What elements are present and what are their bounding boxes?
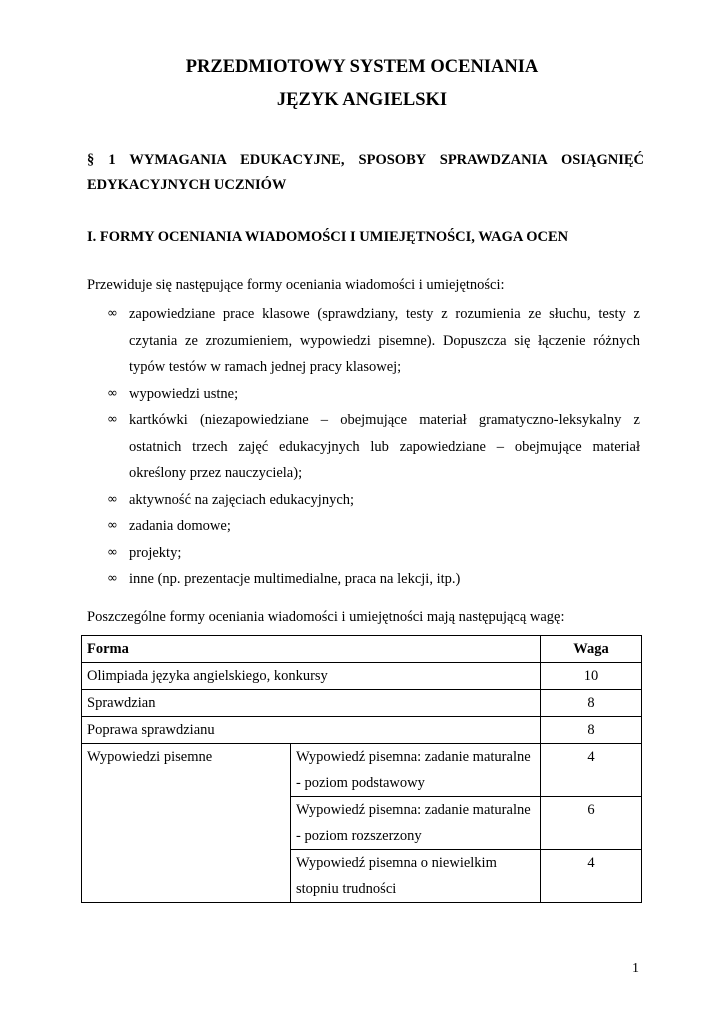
table-row xyxy=(82,663,642,690)
infinity-bullet-icon: ∞ xyxy=(107,306,118,321)
list-item: ∞ zapowiedziane prace klasowe (sprawdziany, testy z rozumienia ze słuchu, testy z czytania ze zrozumieniem, wypowiedzi pisemne). Dopuszcza się łączenie różnych typów testów w ramach jednej pracy klasowej; xyxy=(87,301,640,381)
subrow-waga: 4 xyxy=(541,850,642,903)
forms-intro: Przewiduje się następujące formy oceniania wiadomości i umiejętności: xyxy=(87,277,505,293)
table-row xyxy=(82,690,642,717)
subrow-opis: Wypowiedź pisemna o niewielkim stopniu trudności xyxy=(291,850,541,903)
infinity-bullet-icon: ∞ xyxy=(107,491,118,507)
list-item: ∞ inne (np. prezentacje multimedialne, praca na lekcji, itp.) xyxy=(87,566,640,593)
forms-list xyxy=(87,301,640,593)
document-title: PRZEDMIOTOWY SYSTEM OCENIANIA xyxy=(185,57,539,77)
infinity-bullet-icon: ∞ xyxy=(107,518,118,533)
subrow-waga: 6 xyxy=(541,797,642,850)
row-forma: Olimpiada języka angielskiego, konkursy xyxy=(82,663,541,690)
row-forma: Sprawdzian xyxy=(82,690,541,717)
header-waga: Waga xyxy=(541,636,642,663)
list-item: ∞ kartkówki (niezapowiedziane – obejmujące materiał gramatyczno-leksykalny z ostatnich trzech zajęć edukacyjnych lub zapowiedziane – obejmujące materiał określony przez nauczyciela); xyxy=(87,407,640,487)
list-item: ∞ wypowiedzi ustne; xyxy=(87,381,640,408)
section-heading-forms: I. FORMY OCENIANIA WIADOMOŚCI I UMIEJĘTNOŚCI, WAGA OCEN xyxy=(87,229,569,245)
subrow-waga: 4 xyxy=(541,744,642,797)
infinity-bullet-icon: ∞ xyxy=(107,385,118,401)
subrow-opis: Wypowiedź pisemna: zadanie maturalne - poziom podstawowy xyxy=(291,744,541,797)
list-item: ∞ zadania domowe; xyxy=(87,513,640,540)
table-row xyxy=(82,717,642,744)
page-number: 1 xyxy=(632,961,639,976)
table-header-row xyxy=(82,636,642,663)
document-subtitle: JĘZYK ANGIELSKI xyxy=(276,90,448,110)
section-1-heading-line-2: EDYKACYJNYCH UCZNIÓW xyxy=(87,177,287,193)
row-waga: 10 xyxy=(541,663,642,690)
header-forma: Forma xyxy=(82,636,541,663)
list-item: ∞ aktywność na zajęciach edukacyjnych; xyxy=(87,487,640,514)
group-forma: Wypowiedzi pisemne xyxy=(82,744,291,903)
row-forma: Poprawa sprawdzianu xyxy=(82,717,541,744)
section-1-heading-line-1: § 1 WYMAGANIA EDUKACYJNE, SPOSOBY SPRAWDZANIA OSIĄGNIĘĆ xyxy=(87,152,644,168)
infinity-bullet-icon: ∞ xyxy=(107,571,118,586)
list-item: ∞ projekty; xyxy=(87,540,640,567)
weights-table xyxy=(81,635,642,903)
subrow-opis: Wypowiedź pisemna: zadanie maturalne - poziom rozszerzony xyxy=(291,797,541,850)
row-waga: 8 xyxy=(541,717,642,744)
weights-intro: Poszczególne formy oceniania wiadomości i umiejętności mają następującą wagę: xyxy=(87,609,565,625)
infinity-bullet-icon: ∞ xyxy=(107,544,118,560)
infinity-bullet-icon: ∞ xyxy=(107,412,118,427)
table-row xyxy=(82,744,642,797)
row-waga: 8 xyxy=(541,690,642,717)
